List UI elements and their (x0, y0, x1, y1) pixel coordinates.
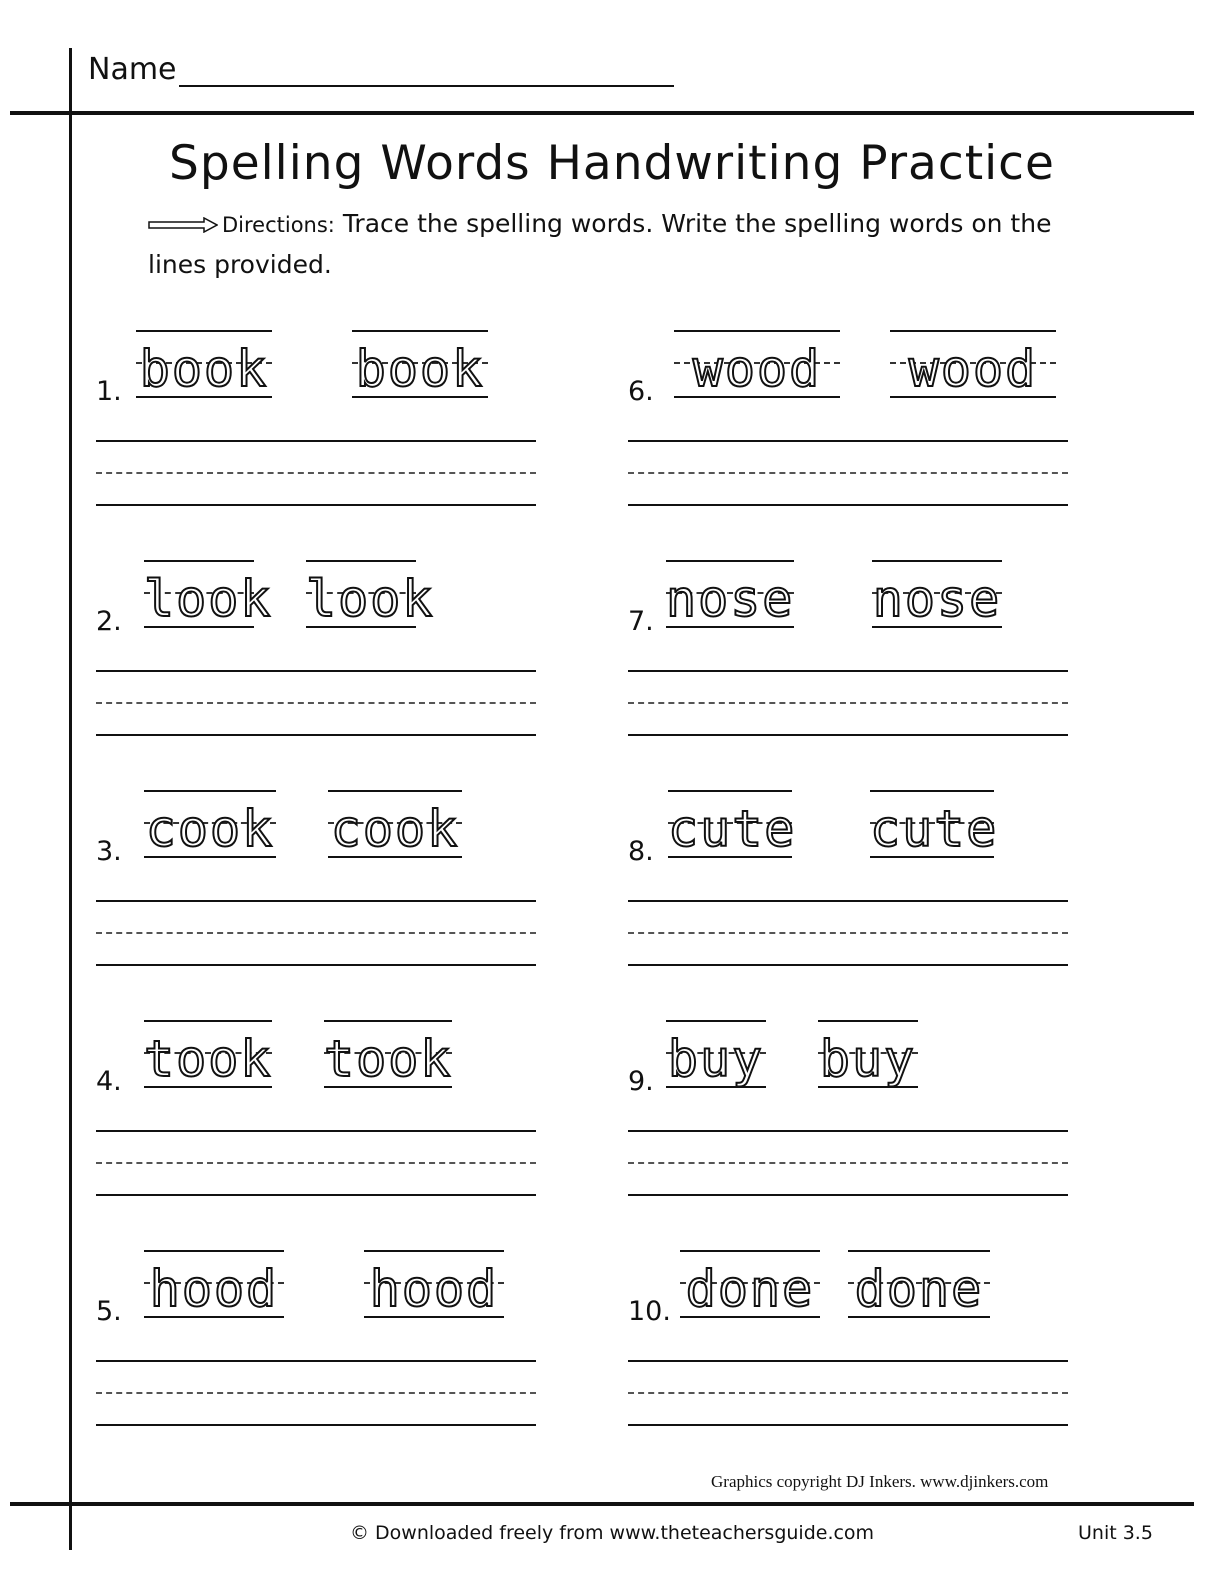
writing-line (96, 900, 536, 902)
dotted-word: wood (692, 340, 822, 398)
trace-word (144, 1020, 272, 1092)
writing-lines[interactable] (628, 440, 1068, 508)
writing-line (96, 1360, 536, 1362)
writing-line (628, 670, 1068, 672)
writing-line (96, 1392, 536, 1394)
writing-line (628, 440, 1068, 442)
practice-item (96, 560, 566, 790)
writing-line (96, 504, 536, 506)
trace-guide-line (890, 330, 1056, 332)
writing-line (628, 1424, 1068, 1426)
writing-line (96, 1424, 536, 1426)
writing-lines[interactable] (96, 670, 536, 738)
header-divider (10, 111, 1194, 115)
practice-item (628, 560, 1098, 790)
writing-line (96, 1130, 536, 1132)
writing-line (96, 670, 536, 672)
arrow-right-icon (148, 217, 218, 233)
practice-item (96, 330, 566, 560)
item-number: 2. (96, 606, 122, 637)
dotted-word: hood (369, 1260, 499, 1318)
practice-item (96, 790, 566, 1020)
trace-word (818, 1020, 918, 1092)
trace-guide-line (818, 1020, 918, 1022)
dotted-word: book (139, 340, 269, 398)
dotted-word: book (355, 340, 485, 398)
practice-item (628, 790, 1098, 1020)
trace-guide-line (144, 790, 276, 792)
writing-lines[interactable] (628, 900, 1068, 968)
writing-lines[interactable] (628, 1360, 1068, 1428)
directions-label: Directions: (222, 213, 335, 237)
dotted-word: took (324, 1030, 453, 1088)
trace-guide-line (674, 330, 840, 332)
writing-lines[interactable] (96, 900, 536, 968)
writing-line (628, 1392, 1068, 1394)
writing-line (96, 932, 536, 934)
writing-line (628, 1162, 1068, 1164)
trace-guide-line (848, 1250, 990, 1252)
trace-guide-line (136, 330, 272, 332)
writing-lines[interactable] (628, 670, 1068, 738)
trace-guide-line (666, 1020, 766, 1022)
name-label: Name (88, 52, 177, 87)
item-number: 9. (628, 1066, 654, 1097)
item-number: 10. (628, 1296, 671, 1327)
writing-line (96, 734, 536, 736)
writing-line (628, 932, 1068, 934)
page-title: Spelling Words Handwriting Practice (169, 136, 1055, 191)
trace-word (890, 330, 1056, 402)
trace-guide-line (144, 1250, 284, 1252)
writing-line (96, 1194, 536, 1196)
dotted-word: hood (149, 1260, 279, 1318)
margin-line (69, 48, 72, 1550)
dotted-word: buy (819, 1030, 917, 1088)
trace-word (352, 330, 488, 402)
dotted-word: done (685, 1260, 815, 1318)
trace-word (666, 1020, 766, 1092)
writing-line (96, 472, 536, 474)
item-number: 3. (96, 836, 122, 867)
writing-line (628, 734, 1068, 736)
name-field (88, 52, 674, 87)
trace-guide-line (306, 560, 416, 562)
writing-line (628, 1194, 1068, 1196)
item-number: 6. (628, 376, 654, 407)
dotted-word: cook (145, 800, 275, 858)
graphics-credit: Graphics copyright DJ Inkers. www.djinkers.com (711, 1472, 1049, 1491)
trace-word (668, 790, 797, 862)
practice-item (628, 1020, 1098, 1250)
trace-guide-line (352, 330, 488, 332)
dotted-word: nose (666, 570, 795, 628)
dotted-word: look (306, 570, 435, 628)
trace-guide-line (668, 790, 792, 792)
trace-word (144, 1250, 284, 1322)
dotted-word: wood (908, 340, 1038, 398)
writing-line (96, 1162, 536, 1164)
dotted-word: cook (330, 800, 460, 858)
writing-line (628, 504, 1068, 506)
trace-guide-line (324, 1020, 452, 1022)
item-number: 7. (628, 606, 654, 637)
trace-guide-line (144, 1020, 272, 1022)
writing-line (96, 964, 536, 966)
trace-word (674, 330, 840, 402)
trace-guide-line (144, 560, 254, 562)
trace-word (144, 560, 273, 632)
writing-line (628, 702, 1068, 704)
item-number: 4. (96, 1066, 122, 1097)
writing-line (628, 472, 1068, 474)
writing-line (628, 1360, 1068, 1362)
writing-line (96, 702, 536, 704)
writing-lines[interactable] (628, 1130, 1068, 1198)
directions (148, 204, 1078, 285)
footer-divider (10, 1502, 1194, 1506)
dotted-word: took (144, 1030, 273, 1088)
writing-lines[interactable] (96, 1130, 536, 1198)
trace-word (680, 1250, 820, 1322)
dotted-word: cute (870, 800, 999, 858)
trace-word (324, 1020, 452, 1092)
practice-item (628, 1250, 1098, 1480)
dotted-word: look (144, 570, 273, 628)
practice-item (628, 330, 1098, 560)
trace-word (848, 1250, 990, 1322)
item-number: 8. (628, 836, 654, 867)
trace-guide-line (680, 1250, 820, 1252)
trace-word (364, 1250, 504, 1322)
trace-word (328, 790, 462, 862)
trace-word (136, 330, 272, 402)
dotted-word: buy (667, 1030, 765, 1088)
trace-word (306, 560, 435, 632)
trace-word (144, 790, 276, 862)
name-line[interactable] (179, 55, 674, 87)
practice-item (96, 1250, 566, 1480)
trace-word (872, 560, 1002, 632)
writing-lines[interactable] (96, 440, 536, 508)
directions-text: Trace the spelling words. Write the spelling words on the lines provided. (148, 209, 1052, 279)
trace-guide-line (364, 1250, 504, 1252)
writing-line (628, 900, 1068, 902)
practice-item (96, 1020, 566, 1250)
item-number: 5. (96, 1296, 122, 1327)
dotted-word: nose (872, 570, 1002, 628)
dotted-word: done (854, 1260, 984, 1318)
trace-word (870, 790, 999, 862)
trace-guide-line (870, 790, 994, 792)
trace-guide-line (666, 560, 794, 562)
trace-guide-line (328, 790, 462, 792)
writing-lines[interactable] (96, 1360, 536, 1428)
writing-line (628, 1130, 1068, 1132)
trace-word (666, 560, 794, 632)
dotted-word: cute (668, 800, 797, 858)
trace-guide-line (872, 560, 1002, 562)
footer-source: © Downloaded freely from www.theteachersguide.com (350, 1522, 875, 1544)
item-number: 1. (96, 376, 122, 407)
writing-line (628, 964, 1068, 966)
footer-unit: Unit 3.5 (1078, 1522, 1153, 1544)
writing-line (96, 440, 536, 442)
